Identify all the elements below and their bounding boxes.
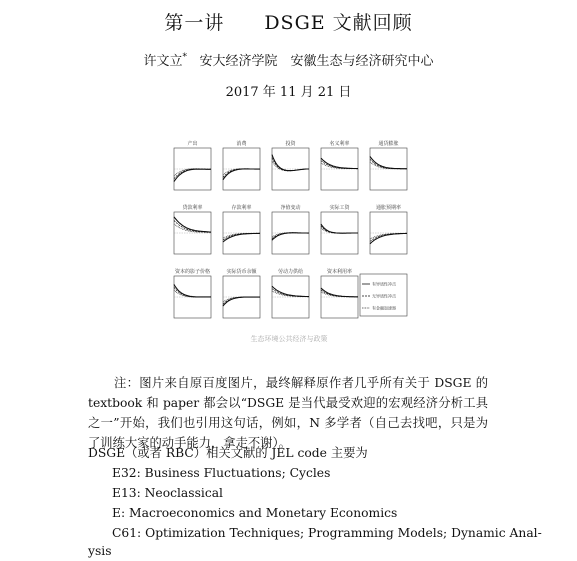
impulse-response-grid [168,136,410,346]
jel-code-e: E: Macroeconomics and Monetary Economics [112,506,398,520]
document-date: 2017 年 11 月 21 日 [225,85,352,100]
legend-label: 有金融加速器 [372,305,396,311]
author-footnote-mark: * [182,52,188,63]
impulse-response-figure [168,136,410,346]
document-title: 第一讲 DSGE 文献回顾 [164,12,413,34]
panel-title: 通胀预期率 [375,205,402,211]
series-curve [174,169,211,179]
series-curve [272,286,309,296]
jel-intro: DSGE（或者 RBC）相关文献的 JEL code 主要为 [88,446,368,460]
author-affiliations: 安大经济学院 安徽生态与经济研究中心 [199,54,434,69]
series-curve [272,155,309,171]
jel-code-e13: E13: Neoclassical [112,486,223,500]
author-name: 许文立 [143,54,183,69]
panel-title: 消费 [236,141,247,147]
series-curve [174,217,211,232]
jel-code-c61-continuation: ysis [88,544,112,558]
series-curve [174,220,211,232]
author-line [0,50,577,69]
series-curve [223,169,260,180]
panel-title: 投资 [285,141,296,147]
panel-title: 名义利率 [329,141,350,147]
series-curve [370,233,407,243]
series-curve [321,288,358,297]
panel-title: 净值变动 [280,205,301,211]
panel-title: 资本利用率 [326,269,353,275]
panel-title: 通货膨胀 [378,141,399,147]
panel-title: 贷款利率 [182,205,203,211]
series-curve [174,169,211,182]
series-curve [174,284,211,297]
panel-title: 劳动力供给 [277,269,304,275]
watermark-text: 生态环境公共经济与政策 [250,335,328,343]
series-curve [272,233,309,240]
panel-title: 存款利率 [231,205,252,211]
series-curve [223,233,260,242]
panel-title: 实际工资 [329,205,350,211]
series-curve [321,158,358,168]
figure-note: 注：图片来自原百度图片，最终解释原作者几乎所有关于 DSGE 的 textbook 和 paper 都会以“DSGE 是当代最受欢迎的宏观经济分析工具之一”开始，我们也引用这句话，例如，N 多学者（自己去找吧，只是为了训练大家的动手能力，拿走不谢）。 [88,376,488,450]
jel-code-c61: C61: Optimization Techniques; Programming Models; Dynamic Anal- [112,526,542,540]
series-curve [370,156,407,168]
panel-title: 实际货币余额 [226,269,257,275]
jel-code-e32: E32: Business Fluctuations; Cycles [112,466,331,480]
legend-label: 无异质性冲击 [372,293,396,299]
panel-title: 资本的影子价格 [174,269,211,275]
series-curve [223,297,260,306]
panel-title: 产出 [187,141,198,147]
legend-label: 有异质性冲击 [372,281,396,287]
